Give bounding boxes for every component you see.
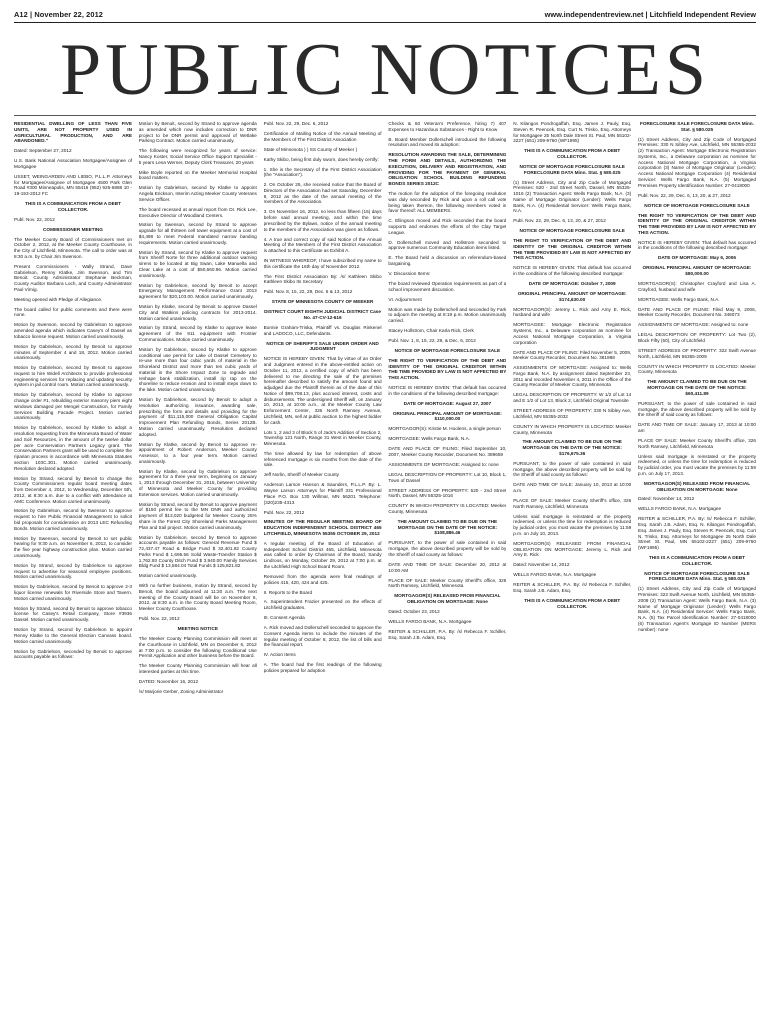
notice-paragraph: Dated: September 27, 2012 [14,148,72,154]
notice-paragraph: MEETING NOTICE [177,626,218,632]
column-3 [264,121,382,1017]
notice-paragraph: STREET ADDRESS OF PROPERTY: 520 - 2nd Street North, Dassel, MN 55325-1016 [388,487,507,499]
notice-paragraph: Lots 1, 2 and 3 of Block 5 of Jack's Addition of Section 2, Township 121 North, Range 31 West in Meeker County, Minnesota. [263,429,382,446]
notice-paragraph: The board recessed at annual report from Dr. Rick Lee, Executive Director of Woodland Centers. [138,206,257,218]
notice-paragraph: B. Board Member Dollerschell introduced the following resolution and moved its adoption: [388,136,507,148]
notice-paragraph: Publ. Nov. 22, 29, Dec. 6, 13, 20, & 27, 2012 [637,192,731,198]
notice-paragraph: NOTICE IS HEREBY GIVEN: That default has occurred in the conditions of the following described mortgage: [513,265,632,277]
notice-paragraph: Motion by Gabrielson, second by Benoit to approve accounts payable as follows: General Revenue Fund $ 72,437.47 Road & Bridge Fund $ 32,401.82 County Parks Fund $ 1,695.56 Solid Waste-Transfer Station $ 1,762.93 County Ditch Fund $ 3,940.00 Family Services Bldg Fund $ 13,584.04 Total Funds $ 125,821.82 [138,534,257,569]
notice-paragraph: A. Rick moved and Dollerschell seconded to approve the Consent Agenda items to include the minutes of the regular meeting of October 8, 2012, the list of bills and the financial report. [263,625,382,648]
notice-paragraph: COUNTY IN WHICH PROPERTY IS LOCATED: Meeker County, Minnesota [513,423,632,435]
notice-paragraph: Publ. Nov. 22, 2012 [138,616,180,622]
notice-paragraph: Motion by Gabrielson, seconded by Benoit to approve accounts payable as follows: [14,648,132,660]
notice-paragraph: DISTRICT COURT EIGHTH JUDICIAL DISTRICT Case No. 47-CV-12-616 [264,309,382,320]
notice-paragraph: Unless said mortgage is reinstated or the property redeemed, or unless the time for redemption is reduced by judicial order, you must vacate the premises by 11:59 p.m. on July 10, 2013. [513,513,632,536]
column-1 [14,121,132,1017]
notice-paragraph: THE RIGHT TO VERIFICATION OF THE DEBT AND IDENTITY OF THE ORIGINAL CREDITOR WITHIN THE TIME PROVIDED BY LAW IS NOT AFFECTED BY THIS ACTION. [637,212,756,235]
notice-paragraph: DATE AND PLACE OF FILING: Filed September 10, 2007, Meeker County Recorder, Document No. 389659 [388,446,507,457]
notice-paragraph: Motion by Gabrielson, second by Benoit to approve request to hire Widell Architects to provide professional engineering services for replacing and updating security system in jail control room. Motion carried unanimously. [14,365,132,388]
notice-paragraph: NOTICE OF MORTGAGE FORECLOSURE SALE [644,202,750,208]
notice-paragraph: WELLS FARGO BANK, N.A. Mortgagee [388,618,472,624]
notice-paragraph: LEGAL DESCRIPTION OF PROPERTY: W 1/2 of Lot 14 and E 1/2 of Lot 13, Block 2, Litchfield Original Townsite [513,392,632,404]
notice-paragraph: NOTICE IS HEREBY GIVEN: That default has occurred in the conditions of the following described mortgage: [388,385,507,396]
notice-paragraph: WELLS FARGO BANK, N.A. Mortgagee [637,506,722,512]
notice-paragraph: DATE AND TIME OF SALE: January 17, 2013 at 10:00 am [637,422,756,433]
notice-paragraph: The motion for the adoption of the foregoing resolution was duly seconded by Rick and upon a roll call vote being taken thereon, the following members voted in favor thereof: ALL MEMBERS. [388,191,507,214]
notice-paragraph: Publ. Nov. 8, 15, 22, 29, Dec. 6 & 13, 2012 [263,289,353,295]
notice-paragraph: Meeting opened with Pledge of Allegiance. [14,296,103,302]
notice-paragraph: The Meeker County Board of Commissioners met on October 2, 2012, at the Meeker County Courthouse, in the City of Litchfield, Minnesota. The call to order was at 8:30 a.m. by Chair Jim Swenson. [14,236,132,259]
notice-paragraph: NOTICE OF MORTGAGE FORECLOSURE SALE FORECLOSURE DATA Minn. Stat. § 580.025 [644,570,750,582]
notice-paragraph: D. Dollerschell moved and Hollstrom seconded to approve numerous Community Education items listed. [388,239,507,251]
page-label: A12 | November 22, 2012 [14,9,103,19]
notice-paragraph: COUNTY IN WHICH PROPERTY IS LOCATED: Meeker County, Minnesota [388,503,507,514]
notice-paragraph: The board called for public comments and there were none. [14,306,132,318]
notice-paragraph: Motion by Gabrielson, second by Klatke to approve change order #1, rebuilding exterior masonry piers eight windows damaged per Mengel Construction, for Family Services Building Facade Project. Motion carried unanimously. [14,392,132,421]
notice-paragraph: RESOLUTION AWARDING THE SALE, DETERMINING THE FORM AND DETAILS, AUTHORIZING THE EXECUTION, DELIVERY AND REGISTRATION, AND PROVIDING FOR THE PAYMENT OF GENERAL OBLIGATION SCHOOL BUILDING REFUNDING BONDS SERIES 2012C [388,152,507,187]
notice-paragraph: Motion by Strand, second by Klatke to approve lease agreement of the 911 equipment with Frontier Communications. Motion carried unanimously. [138,325,257,342]
notice-paragraph: (1) Street Address, City and Zip Code of Mortgaged Premises: 322 Swift Avenue North, Litchfield, MN 55355-2009 (2) Transaction Agent: Wells Fargo Bank, N.A. (3) Name of Mortgage Originator (Lender): Wells Fargo Bank, N.A. (4) Residential Servicer: Wells Fargo Bank, N.A. (5) Tax Parcel Identification Number: 27-0418000 (6) Transaction Agent's Mortgage ID Number (MERS number): none [637,586,756,632]
notice-paragraph: III. Consent Agenda [263,615,305,621]
notice-paragraph: Removed from the agenda were final readings of policies 415, 420, 424 and 425. [263,573,382,585]
notice-paragraph: Motion was made by Dollerschell and seconded by Fark to adjourn the meeting at 8:19 p.m. Motion unanimously carried. [388,306,507,324]
notice-paragraph: Motion by Strand, second by Benoit to approve tobacco license for Casey's Retail Company, Store #3936 Dassel. Motion carried unanimously. [14,605,132,623]
notice-paragraph: MINUTES OF THE REGULAR MEETING BOARD OF EDUCATION INDEPENDENT SCHOOL DISTRICT 465 LITCHFIELD, MINNESOTA 55355 OCTOBER 29, 2012 [263,519,382,536]
notice-paragraph: DATE AND PLACE OF FILING: Filed November 5, 2009, Meeker County Recorder, Document No. 381988 [513,349,632,361]
column-2 [139,121,257,1017]
column-5 [513,121,631,1017]
notice-paragraph: Bonnie Graham-Triska, Plaintiff vs. Douglas Rinkenel and LADOCO, LLC, Defendants. [263,324,382,336]
notice-paragraph: STREET ADDRESS OF PROPERTY: 322 Swift Avenue North, Litchfield, MN 55355-2009 [637,347,756,359]
notice-paragraph: C. Ellingson moved and Rick seconded that the board supports and endorses the efforts of the Clay Target League. [388,218,507,235]
notice-paragraph: THIS IS A COMMUNICATION FROM A DEBT COLLECTOR. [524,148,621,159]
notice-paragraph: THE RIGHT TO VERIFICATION OF THE DEBT AND IDENTITY OF THE ORIGINAL CREDITOR WITHIN THE TIME PROVIDED BY LAW IS NOT AFFECTED BY THIS ACTION. [513,238,632,261]
notice-paragraph: NOTICE IS HEREBY GIVEN: That default has occurred in the conditions of the following described mortgage: [637,239,756,251]
notice-paragraph: STREET ADDRESS OF PROPERTY: 330 N Sibley Ave, Litchfield, MN 55355-2032 [513,408,632,419]
notice-paragraph: LEGAL DESCRIPTION OF PROPERTY: Lot Two (2), Block Fifty (50), City of Litchfield [637,332,756,343]
notice-paragraph: Publ. Nov. 22, 29, Dec. 6, 2012 [263,121,329,126]
notice-paragraph: Motion by Strand, second by Klatke to approve request from Sheriff Norte for three additional outdoor warning sirens to be located at Big Swan, Lake Manuella and Clear Lake at a cost of $50,660.96. Motion carried unanimously. [138,249,257,278]
notice-paragraph: DATE OF MORTGAGE: October 7, 2009 [528,281,616,286]
notice-paragraph: COMMISSIONER MEETING [43,226,103,232]
notice-paragraph: Motion by Strand, second by Gabrielson to appoint Renny Klatke to the General Election Canvass board. Motion carried unanimously. [14,627,132,644]
notice-paragraph: LEGAL DESCRIPTION OF PROPERTY: Lot 10, Block 1, Town of Dassel [388,471,507,483]
notice-paragraph: REITER & SCHILLER, P.A. By: /s/ Rebecca F. Schiller, Esq. Sarah J.B. Adam, Esq. N. Kilangos Pondrogaffah, Esq. James J. Pauly, Esq. Steven R. Peencek, Esq. Curt N. Trisko, Esq. Attorneys for Mortgagee 25 North Dale Street St. Paul, MN 55102-2227 (651) 209-9760 (WF1995) [637,516,756,551]
notice-paragraph: DATE OF MORTGAGE: August 27, 2007 [403,400,492,406]
notice-paragraph: A regular meeting of the Board of Education of Independent School District 465, Litchfield, Minnesota was called to order by Chairman of the Board, Sandy Lindroos, on Monday, October 29, 2012 at 7:00 p.m. at the Litchfield High School Board Room. [263,540,382,569]
notice-paragraph: ORIGINAL PRINCIPAL AMOUNT OF MORTGAGE: $174,630.00 [517,290,627,302]
notice-paragraph: THE AMOUNT CLAIMED TO BE DUE ON THE MORTGAGE ON THE DATE OF THE NOTICE: $176,675.36 [522,439,622,456]
notice-paragraph: MORTGAGOR(S): Kristie M. Hoolens, a single person [388,426,501,432]
notice-paragraph: REITER & SCHILLER, P.A. By: /s/ Rebecca F. Schiller, Esq. Sarah J.B. Adam, Esq. [388,628,507,640]
notice-paragraph: Motion by Strand, second by Benoit to approve payment of $150 permit fee to the MN DNR and authorized payment of $13,020 budgeted for Meeker County 25% share in the Forest City Shoreland Parks Management Plan and trail project. Motion carried unanimously. [138,501,257,530]
notice-paragraph: Motion by Gabrielson, second by Benoit to adopt a resolution authorizing issuance, awarding sale, prescribing the form and details and providing for the payment of $11,115,000 General Obligation Capital Improvement Plan Refunding Bonds, Series 2012B. Motion carried unanimously. Resolution declared adopted. [138,397,257,437]
notice-paragraph: Checks & 60 Veteran's Preference, hiring 7) 407 Expenses to Hazardous Substances - Right to Know [388,121,507,132]
notice-paragraph: REITER & SCHILLER, P.A. By: /s/ Rebecca F. Schiller, Esq. Sarah J.B. Adam, Esq. [513,582,632,593]
notice-paragraph: Motion by Gabrielson, second by Klatke to adopt a resolution requesting from the Minnesota Board of Water and Soil Resources, in the amount of the twelve dollar per acre Conservation Partners Legacy grant. The Conservation Partners grant will be used to complete the riparian process in accordance with Minnesota Statutes section 103C.301. Motion carried unanimously. Resolution declared adopted. [14,425,132,471]
notice-paragraph: DATE AND TIME OF SALE: January 10, 2013 at 10:00 a.m. [513,482,632,494]
notice-paragraph: PURSUANT, to the power of sale contained in said mortgage, the above described property will be sold by the Sheriff of said county as follows: [637,400,756,418]
notice-paragraph: NOTICE OF SHERIFF'S SALE UNDER ORDER AND JUDGMENT [266,340,379,352]
notice-paragraph: PURSUANT, to the power of sale contained in said mortgage, the above described property will be sold by the Sheriff of said county as follows: [388,540,507,557]
notice-paragraph: Publ. Nov. 22, 2012 [263,509,305,515]
notice-paragraph: 3. On November 16, 2012, no less than fifteen (15) days before said annual meeting, and within the time prescribed by the Bylaws, notice of the annual meeting to the members of the Association was given as follows. [263,209,382,232]
notice-paragraph: IV. Action Items [263,652,296,658]
notice-paragraph: NOTICE IS HEREBY GIVEN: That by virtue of an Order and Judgment entered in the above-entitled action on October 11, 2012, a certified copy of which has been delivered to me directing the sale of the premises hereinafter described to satisfy the amount found and adjudged due the Plaintiff therein as of the date of this Notice of $99,708.13, plus accrued interest, costs and disbursements. The undersigned Sheriff will, on January 10, 2013, at 10:00 a.m., at the Meeker County Law Enforcement Center, 326 North Ramsey Avenue, Litchfield, MN, sell at public auction to the highest bidder for cash. [263,356,382,425]
notice-paragraph: Jeff Norlin, Sheriff of Meeker County [263,472,339,478]
notice-paragraph: Motion by Gabrielson, second by Klatke to approve conditional use permit for Lake of Dassel Cemetery to re-use more than four cubic yards of material in the Shoreland District and more than ten cubic yards of material in the Shore Impact Zone to regrade and reshape bank stabilization, install rip rap on the shoreline to reduce erosion and to install steps down to the lake. Motion carried unanimously. [138,346,257,393]
notice-paragraph: Motion by Klatke, second by Gabrielson to approve agreement for a three year term, beginning on January 1, 2013 through December 31, 2015, between University of Minnesota and Meeker County for providing Extension services. Motion carried unanimously. [138,468,257,497]
column-4 [388,121,506,1017]
site-credit: www.independentreview.net | Litchfield Independent Review [544,9,756,19]
notice-columns [14,121,756,1017]
notice-paragraph: Motion by Swenson, second by Benoit to set public hearing for 9:30 a.m. on November 6, 2012, to consider the five year highway construction plan. Motion carried unanimously. [14,535,132,558]
notice-paragraph: DATE AND PLACE OF FILING: Filed May 9, 2006, Meeker County Recorder, Document No. 346073 [637,306,756,318]
notice-paragraph: DATE AND TIME OF SALE: December 20, 2012 at 10:00 AM [388,561,507,573]
notice-paragraph: DATED: November 16, 2012 [138,678,199,684]
column-6 [638,121,756,1017]
notice-paragraph: Anderson Larson Hanson & Saunders, P.L.L.P. By: L. Wayne Larson Attorneys for Plaintiff 331 Professional Place P.O. Box 130 Willmar, MN 56201 Telephone: (320)235-4313 [263,482,382,505]
notice-paragraph: PLACE OF SALE: Meeker County Sheriff's office, 326 North Ramsey, Litchfield, Minnesota [637,437,756,449]
notice-paragraph: Publ. Nov. 1, 8, 15, 22, 29, & Dec. 6, 2012 [388,338,476,343]
notice-paragraph: Mike Boyle reported on the Meeker Memorial Hospital board matters. [138,169,257,181]
notice-paragraph: ORIGINAL PRINCIPAL AMOUNT OF MORTGAGE: $80,000.00 [642,265,752,277]
notice-paragraph: Motion by Klatke, second by Benoit to approve Dassel City and Watkins policing contracts for 2013-2014. Motion carried unanimously. [138,304,257,321]
notice-paragraph: State of Minnesota ) ) SS County of Meeker ) [263,146,358,152]
notice-paragraph: NOTICE OF MORTGAGE FORECLOSURE SALE FORECLOSURE DATA Minn. Stat. § 580.025 [519,163,625,175]
notice-paragraph: Dated: October 23, 2012 [388,608,440,614]
notice-paragraph: With no further business, motion by Strand, second by Benoit, the board adjourned at 11:20 a.m. The next meeting of the County Board will be on November 6, 2012, at 8:30 a.m. in the County Board Meeting Room, Meeker County Courthouse. [138,583,257,612]
header-rule [14,22,756,23]
notice-paragraph: The board reviewed Operation requirements as part of a school improvement discussion. [388,281,507,292]
notice-paragraph: Motion by Gabrielson, second by Klatke to appoint Angela Erickson, Interim Acting Meeker County Veterans Service Officer. [138,185,257,202]
notice-paragraph: RESIDENTIAL DWELLING OF LESS THAN FIVE UNITS, ARE NOT PROPERTY USED IN AGRICULTURAL PRODUCTION, AND ARE ABANDONED." [14,121,132,144]
notice-paragraph: 4. A true and correct copy of said Notice of the Annual Meeting of the Members of the First District Association is attached to this Certificate as Exhibit A. [263,236,382,254]
notice-paragraph: MORTGAGOR(S): Christopher Crayford and Lisa A. Crayford, husband and wife [637,281,756,292]
notice-paragraph: The time allowed by law for redemption of above referenced mortgage is six months from the date of the sale. [263,450,382,468]
notice-paragraph: A. Superintendent Frazier presented on the effects of Litchfield graduates. [263,599,382,611]
notice-paragraph: Dated: November 14, 2012 [513,562,570,568]
notice-paragraph: V. Discussion Items: [388,271,431,277]
notice-paragraph: WELLS FARGO BANK, N.A. Mortgagee [513,572,597,578]
notice-paragraph: MORTGAGOR(S) RELEASED FROM FINANCIAL OBLIGATION ON MORTGAGE: Jeremy L. Rick and Amy E. Rick [513,540,632,558]
notice-paragraph: Publ. Nov. 22, 2012 [14,216,55,222]
notice-paragraph: IN WITNESS WHEREOF, I have subscribed my name to this certificate the 16th day of November 2012. [263,258,382,269]
notice-paragraph: The Meeker County Planning Commission will meet at the Courthouse in Litchfield, MN on December 6, 2012 at 7:00 p.m. to consider the following Conditional Use Permit Application and other business before the Board. [138,636,257,659]
notice-paragraph: E. The Board held a discussion on referendum-based bargaining. [388,255,507,267]
notice-paragraph: Motion by Benoit, second by Strand to approve agenda as amended which now includes correction to DNR project to be DNR permit and approval of Wetlake Parking Contract. Motion carried unanimously. [138,121,257,144]
notice-paragraph: PLACE OF SALE: Meeker County Sheriff's office, 326 North Ramsey, Litchfield, Minnesota [513,498,632,509]
notice-paragraph: NOTICE OF MORTGAGE FORECLOSURE SALE [394,347,501,353]
notice-paragraph: 1. She is the Secretary of the First District Association (the "Association"). [263,166,382,178]
notice-paragraph: THE RIGHT TO VERIFICATION OF THE DEBT AND IDENTITY OF THE ORIGINAL CREDITOR WITHIN THE TIME PROVIDED BY LAW IS NOT AFFECTED BY THIS ACTION. [388,357,507,381]
notice-paragraph: Motion by Strand, second by Benoit to change the County Commissioners regular board meeting dates from December 4, 2012, to Wednesday, December 5th, 2012, at 8:30 a.m. due to a conflict with attendance at AMC Conference. Motion carried unanimously. [14,475,132,504]
notice-paragraph: THIS IS A COMMUNICATION FROM A DEBT COLLECTOR. [24,201,122,212]
notice-paragraph: THE AMOUNT CLAIMED TO BE DUE ON THE MORTGAGE ON THE DATE OF THE NOTICE: $60,411.89 [647,379,747,396]
notice-paragraph: NOTICE OF MORTGAGE FORECLOSURE SALE [519,228,625,234]
notice-paragraph: VI. Adjournment [388,296,422,302]
notice-paragraph: Motion by Gabrielson, second by Benoit to accept Emergency Management Performance Grant 2013 agreement for $20,103.00. Motion carried unanimously. [138,282,257,300]
notice-paragraph: THIS IS A COMMUNICATION FROM A DEBT COLLECTOR. [524,597,621,609]
notice-paragraph: Present Commissioners - Wally Strand, Dave Gabrielson, Renny Klatke, Jim Swenson, and Tim Benoit. County Administrator Stephanie Beckman, County Auditor Barbara Loch, and County Administrator Paul Virnig. [14,263,132,292]
notice-paragraph: N. Kilangos Pondrogaffah, Esq. James J. Pauly, Esq. Steven R. Peencek, Esq. Curt N. Trisko, Esq. Attorneys for Mortgagee 25 North Dale Street St. Paul, MN 55102-2227 (651) 209-9760 (WF1995) [513,121,632,144]
notice-paragraph: USSET, WEINGARDEN AND LIEBO, P.L.L.P. Attorneys for Mortgagee/Assignee of Mortgagee 4500 Park Glen Road #300 Minneapolis, MN 55416 (952) 925-6888 10 - 19-153-2012 FC [14,173,132,197]
notice-paragraph: (1) Street Address, City and Zip Code of Mortgaged Premises: 330 N Sibley Ave, Litchfield, MN 55355-2032 (2) Transaction Agent: Mortgage Electronic Registration Systems, Inc., a Delaware corporation as nominee for Access National Mortgage Corporation, a Virginia corporation (3) Name of Mortgage Originator (Lender): Access National Mortgage Corporation (4) Residential Servicer: Wells Fargo Bank, N.A. (5) Mortgaged Premises Property Identification Number: 27-0418000 [637,136,756,188]
notice-paragraph: Motion by Klatke, second by Benoit to approve re-appointment of Robert Anderson, Meeker County Assessor, to a four year term. Motion carried unanimously. [138,441,257,464]
notice-paragraph: A. The board had the first readings of the following policies prepared for adoption [263,662,382,673]
notice-paragraph: /s/ Marjorie Gerber, Zoning Administrator [138,688,224,694]
notice-paragraph: THE AMOUNT CLAIMED TO BE DUE ON THE MORTGAGE ON THE DATE OF THE NOTICE: $108,886.46 [397,518,498,536]
notice-paragraph: Motion by Gabrielson, second by Benoit to approve minutes of September 4 and 18, 2012. Motion carried unanimously. [14,343,132,361]
notice-paragraph: THIS IS A COMMUNICATION FROM A DEBT COLLECTOR. [648,555,746,566]
notice-paragraph: PLACE OF SALE: Meeker County Sheriff's office, 326 North Ramsey, Litchfield, Minnesota [388,577,507,589]
notice-paragraph: Certification of Mailing Notice of the Annual Meeting of the Members of The First District Association [263,130,382,142]
notice-paragraph: MORTGAGOR(S): Jeremy L. Rick and Amy E. Rick, husband and wife [513,306,632,318]
notice-paragraph: 2. On October 25, she received notice that the Board of Directors of the Association had set Saturday, December 8, 2012 as the date of the annual meeting of the members of the Association. [263,182,382,205]
notice-paragraph: MORTGAGOR(S) RELEASED FROM FINANCIAL OBLIGATION ON MORTGAGE: None [394,593,501,604]
notice-paragraph: MORTGAGEE: Wells Fargo Bank, N.A. [637,296,720,302]
notice-paragraph: MORTGAGEE: Mortgage Electronic Registration Systems, Inc., a Delaware corporation as nominee for Access National Mortgage Corporation, a Virginia corporation [513,322,632,345]
notice-paragraph: STATE OF MINNESOTA COUNTY OF MEEKER [271,299,374,305]
notice-paragraph: MORTGAGEE: Wells Fargo Bank, N.A. [388,436,471,442]
notice-paragraph: Motion by Gabrielson, second by Benoit to approve 2-3 liquor license renewals for Riverside Store and Tavern. Motion carried unanimously. [14,584,132,601]
notice-paragraph: The Meeker County Planning Commission will hear all interested parties at this time. [138,663,257,674]
notice-paragraph: II. Reports to the Board [263,589,313,595]
notice-paragraph: Motion by Gabrielson, second by Swenson to approve request to hire Public Financial Management to solicit bid proposals for consideration on 2013 LEC Refunding Bonds. Motion carried unanimously. [14,508,132,531]
notice-paragraph: Kathy Skibo, being first duly sworn, does hereby certify: [263,156,379,162]
notice-paragraph: The following were recognized for years of service: Nancy Koster, Social Service Office Support Specialist - 5 years Lena Werner, Deputy Clerk Treasurer, 20 years [138,148,257,165]
notice-paragraph: PURSUANT, to the power of sale contained in said mortgage, the above described property will be sold by the Sheriff of said county as follows: [513,460,632,478]
notice-paragraph: FORECLOSURE SALE FORECLOSURE DATA Minn. Stat. § 580.025 [639,121,754,132]
masthead-rule [14,115,756,116]
notice-paragraph: COUNTY IN WHICH PROPERTY IS LOCATED: Meeker County, Minnesota [637,363,756,375]
notice-paragraph: ASSIGNMENTS OF MORTGAGE: Assigned to: none [637,322,749,328]
notice-paragraph: Motion carried unanimously. [138,573,198,579]
notice-paragraph: Publ. Nov. 22, 29, Dec. 6, 13, 20, & 27, 2012 [513,218,606,224]
notice-paragraph: Motion by Strand, second by Gabrielson to approve request to advertise for seasonal employee positions. Motion carried unanimously. [14,562,132,580]
notice-paragraph: Dated: November 14, 2012 [637,496,695,502]
notice-paragraph: The First District Association By: /s/ Kathleen Skibo Kathleen Skibo Its Secretary [263,273,382,285]
notice-paragraph: ORIGINAL PRINCIPAL AMOUNT OF MORTGAGE: $110,000.00 [392,410,502,422]
notice-paragraph: (1) Street Address, City and Zip Code of Mortgaged Premises: 520 - 2nd Street North, Dassel, MN 55325-1016 (2) Transaction Agent: Wells Fargo Bank, N.A. (3) Name of Mortgage Originator (Lender): Wells Fargo Bank, N.A. (4) Residential Servicer: Wells Fargo Bank, N.A. [513,179,632,214]
notice-paragraph: ASSIGNMENTS OF MORTGAGE: Assigned to: none [388,461,499,467]
notice-paragraph: U.S. Bank National Association Mortgagee/Assignee of Mortgagee [14,158,132,169]
notice-paragraph: Motion by Swenson, second by Gabrielson to approve amended agenda which indicates Casey's of Dassel as tobacco license request. Motion carried unanimously. [14,322,132,339]
notice-paragraph: DATE OF MORTGAGE: May 6, 2006 [657,255,737,261]
masthead-title: PUBLIC NOTICES [59,30,711,111]
notice-paragraph: ASSIGNMENTS OF MORTGAGE: Assigned to: Wells Fargo Bank, N.A. by assignment dated September 23, 2011 and recorded November 4, 2011 in the Office of the County Recorder of Meeker County, Minnesota [513,365,632,388]
notice-paragraph: MORTGAGOR(S) RELEASED FROM FINANCIAL OBLIGATION ON MORTGAGE: None [643,480,751,492]
notice-paragraph: Stacey Hollstrom, Chair Karla Rick, Clerk [388,328,474,334]
notice-paragraph: Motion by Swenson, second by Strand to approve upgrade for all thirteen cell tower equipment at a cost of $4,498 to meet Federal mandated narrow banding requirements. Motion carried unanimously. [138,222,257,245]
notice-paragraph: Unless said mortgage is reinstated or the property redeemed, or unless the time for redemption is reduced by judicial order, you must vacate the premises by 11:59 p.m. on July 17, 2013. [637,453,756,476]
page-header [14,8,756,20]
